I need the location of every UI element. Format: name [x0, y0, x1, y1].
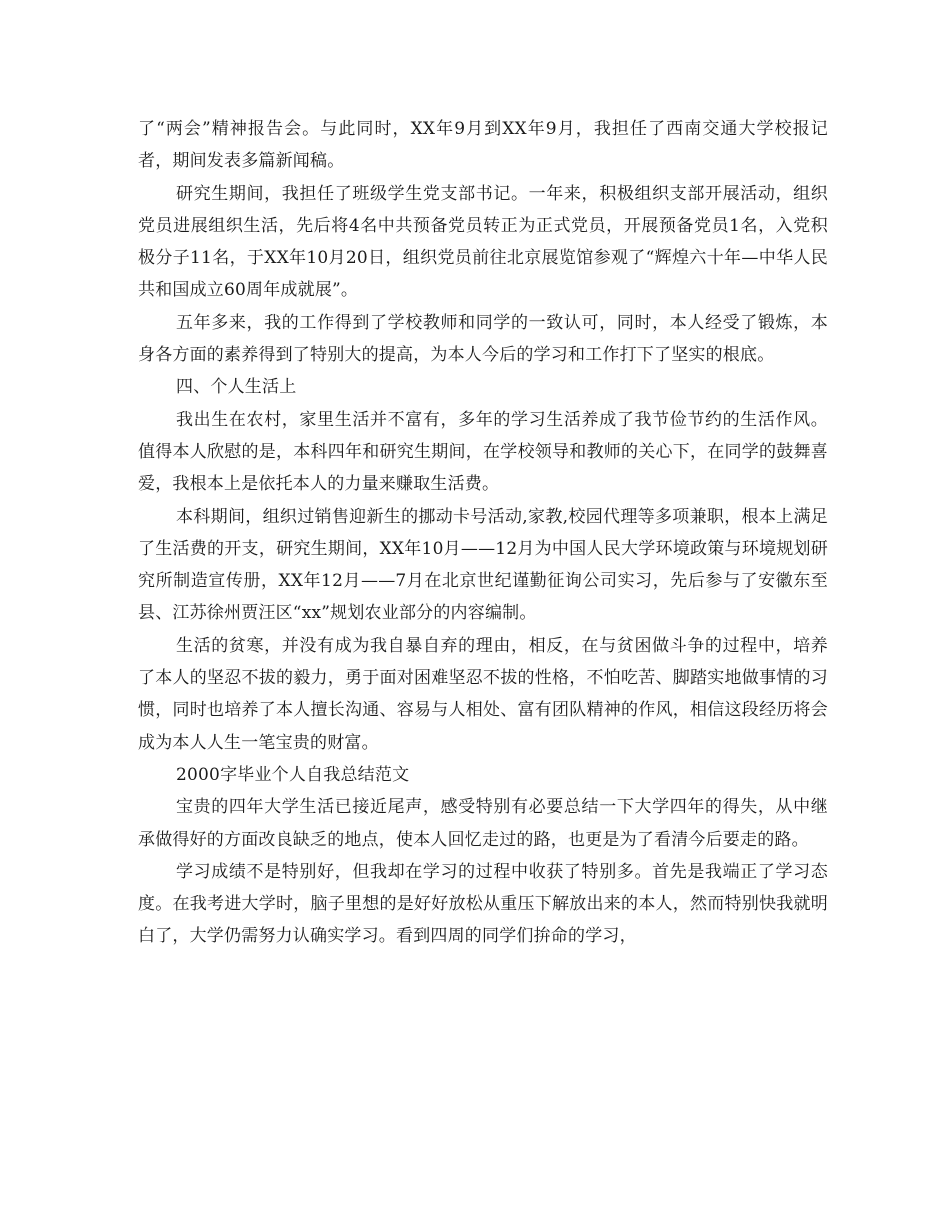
- article-title: 2000字毕业个人自我总结范文: [176, 764, 410, 785]
- paragraph: 本科期间，组织过销售迎新生的挪动卡号活动,家教,校园代理等多项兼职，根本上满足了生活费的开支，研究生期间，XX年10月——12月为中国人民大学环境政策与环境规划研究所制造宣传册，XX年12月——7月在北京世纪谨勤征询公司实习，先后参与了安徽东至县、江苏徐州贾汪区“xx”规划农业部分的内容编制。: [138, 506, 828, 624]
- paragraph: 生活的贫寒，并没有成为我自暴自弃的理由，相反，在与贫困做斗争的过程中，培养了本人的坚忍不拔的毅力，勇于面对困难坚忍不拔的性格，不怕吃苦、脚踏实地做事情的习惯，同时也培养了本人擅长沟通、容易与人相处、富有团队精神的作风，相信这段经历将会成为本人人生一笔宝贵的财富。: [138, 635, 828, 753]
- paragraph: 五年多来，我的工作得到了学校教师和同学的一致认可，同时，本人经受了锻炼，本身各方面的素养得到了特别大的提高，为本人今后的学习和工作打下了坚实的根底。: [138, 312, 828, 366]
- paragraph: 了“两会”精神报告会。与此同时，XX年9月到XX年9月，我担任了西南交通大学校报记者，期间发表多篇新闻稿。: [138, 119, 828, 172]
- paragraph: 我出生在农村，家里生活并不富有，多年的学习生活养成了我节俭节约的生活作风。值得本人欣慰的是，本科四年和研究生期间，在学校领导和教师的关心下，在同学的鼓舞喜爱，我根本上是依托本人的力量来赚取生活费。: [138, 409, 828, 495]
- paragraph: 研究生期间，我担任了班级学生党支部书记。一年来，积极组织支部开展活动，组织党员进展组织生活，先后将4名中共预备党员转正为正式党员，开展预备党员1名，入党积极分子11名，于XX年10月20日，组织党员前往北京展览馆参观了“辉煌六十年—中华人民共和国成立60周年成就展”。: [138, 183, 828, 301]
- paragraph: 学习成绩不是特别好，但我却在学习的过程中收获了特别多。首先是我端正了学习态度。在我考进大学时，脑子里想的是好好放松从重压下解放出来的本人，然而特别快我就明白了，大学仍需努力认确实学习。看到四周的同学们拚命的学习，: [138, 861, 828, 947]
- section-heading: 四、个人生活上: [176, 377, 297, 398]
- paragraph: 宝贵的四年大学生活已接近尾声，感受特别有必要总结一下大学四年的得失，从中继承做得好的方面改良缺乏的地点，使本人回忆走过的路，也更是为了看清今后要走的路。: [138, 797, 828, 850]
- document-body: [138, 113, 828, 953]
